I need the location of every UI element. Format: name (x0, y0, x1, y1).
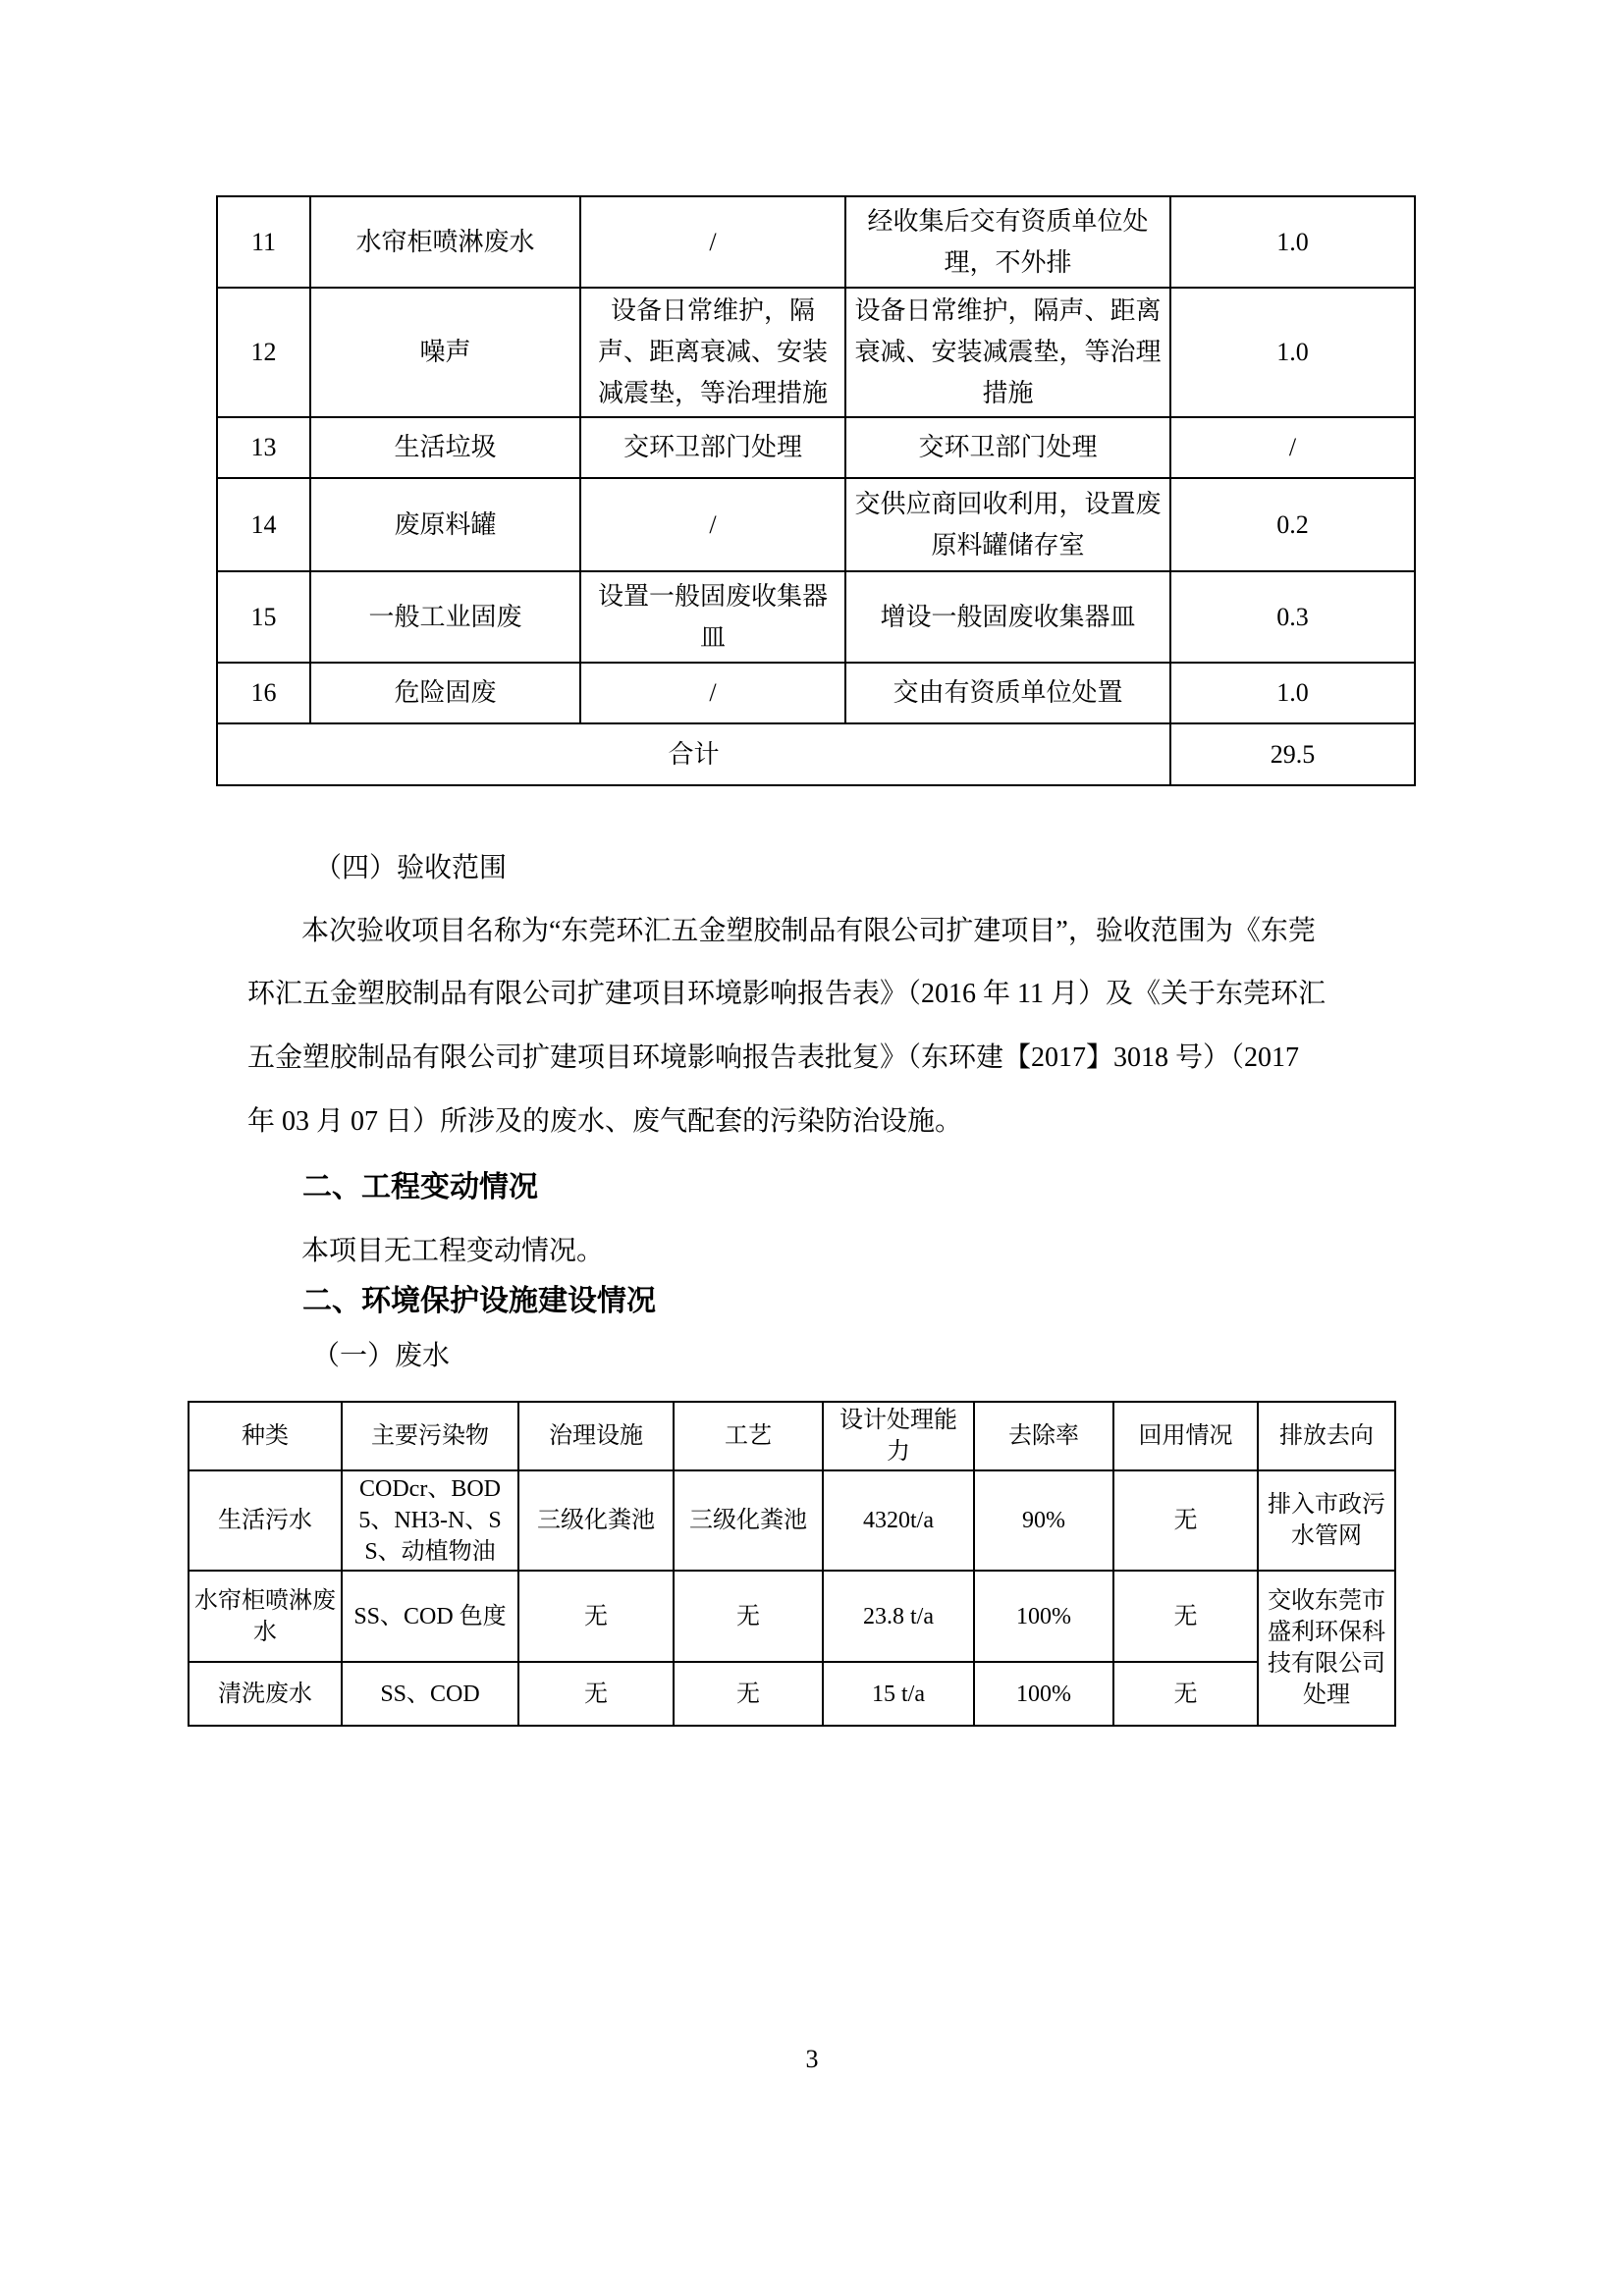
cell-facility: 无 (518, 1662, 674, 1726)
cell-pollutants: SS、COD (342, 1662, 518, 1726)
col-header-removal: 去除率 (974, 1402, 1113, 1470)
table-row (189, 1571, 1395, 1662)
table-row (217, 417, 1415, 478)
row-item: 废原料罐 (310, 478, 580, 571)
cell-capacity: 15 t/a (823, 1662, 974, 1726)
row-epi-measure: / (580, 478, 845, 571)
cell-process: 三级化粪池 (674, 1470, 823, 1571)
cell-facility: 无 (518, 1571, 674, 1662)
table-row (217, 196, 1415, 288)
cell-pollutants: CODcr、BOD5、NH3-N、SS、动植物油 (342, 1470, 518, 1571)
row-no: 15 (217, 571, 310, 663)
col-header-process: 工艺 (674, 1402, 823, 1470)
wastewater-heading: （一）废水 (312, 1341, 451, 1371)
row-actual-measure: 设备日常维护，隔声、距离衰减、安装减震垫，等治理措施 (845, 288, 1170, 417)
cell-process: 无 (674, 1571, 823, 1662)
table-row (217, 478, 1415, 571)
row-actual-measure: 经收集后交有资质单位处理，不外排 (845, 196, 1170, 288)
row-item: 噪声 (310, 288, 580, 417)
cell-removal: 100% (974, 1571, 1113, 1662)
scope-paragraph-line4: 年 03 月 07 日）所涉及的废水、废气配套的污染防治设施。 (247, 1106, 963, 1137)
cell-outlet: 排入市政污水管网 (1258, 1470, 1395, 1571)
table-row (189, 1662, 1395, 1726)
scope-paragraph-line1: 本次验收项目名称为“东莞环汇五金塑胶制品有限公司扩建项目”，验收范围为《东莞 (301, 916, 1316, 946)
col-header-type: 种类 (189, 1402, 342, 1470)
row-actual-measure: 交供应商回收利用，设置废原料罐储存室 (845, 478, 1170, 571)
table-header-row (189, 1402, 1395, 1470)
row-epi-measure: 设置一般固废收集器皿 (580, 571, 845, 663)
cell-pollutants: SS、COD 色度 (342, 1571, 518, 1662)
row-actual-measure: 增设一般固废收集器皿 (845, 571, 1170, 663)
row-no: 16 (217, 663, 310, 723)
row-item: 水帘柜喷淋废水 (310, 196, 580, 288)
row-no: 12 (217, 288, 310, 417)
cell-reuse: 无 (1113, 1571, 1258, 1662)
wastewater-table (188, 1401, 1396, 1727)
cell-removal: 100% (974, 1662, 1113, 1726)
env-facilities-heading: 二、环境保护设施建设情况 (302, 1285, 656, 1317)
page-number: 3 (805, 2045, 819, 2073)
cell-facility: 三级化粪池 (518, 1470, 674, 1571)
row-no: 14 (217, 478, 310, 571)
cell-type: 清洗废水 (189, 1662, 342, 1726)
table-row (217, 663, 1415, 723)
cell-type: 生活污水 (189, 1470, 342, 1571)
row-item: 危险固废 (310, 663, 580, 723)
row-amount: 1.0 (1170, 663, 1415, 723)
cell-outlet-merged: 交收东莞市盛利环保科技有限公司处理 (1258, 1571, 1395, 1726)
total-label: 合计 (217, 723, 1170, 785)
row-amount: 0.2 (1170, 478, 1415, 571)
project-change-heading: 二、工程变动情况 (302, 1171, 538, 1203)
row-epi-measure: / (580, 663, 845, 723)
col-header-outlet: 排放去向 (1258, 1402, 1395, 1470)
col-header-facility: 治理设施 (518, 1402, 674, 1470)
row-amount: 1.0 (1170, 196, 1415, 288)
cell-capacity: 4320t/a (823, 1470, 974, 1571)
table-row (217, 288, 1415, 417)
col-header-capacity: 设计处理能力 (823, 1402, 974, 1470)
scope-paragraph-line2: 环汇五金塑胶制品有限公司扩建项目环境影响报告表》（2016 年 11 月）及《关于东莞环汇 (247, 979, 1326, 1009)
row-no: 13 (217, 417, 310, 478)
row-item: 一般工业固废 (310, 571, 580, 663)
row-epi-measure: / (580, 196, 845, 288)
table-total-row (217, 723, 1415, 785)
total-amount: 29.5 (1170, 723, 1415, 785)
table-row (189, 1470, 1395, 1571)
row-amount: 0.3 (1170, 571, 1415, 663)
cell-reuse: 无 (1113, 1470, 1258, 1571)
cell-capacity: 23.8 t/a (823, 1571, 974, 1662)
row-epi-measure: 交环卫部门处理 (580, 417, 845, 478)
cell-type: 水帘柜喷淋废水 (189, 1571, 342, 1662)
row-actual-measure: 交由有资质单位处置 (845, 663, 1170, 723)
row-amount: 1.0 (1170, 288, 1415, 417)
scope-paragraph-line3: 五金塑胶制品有限公司扩建项目环境影响报告表批复》（东环建【2017】3018 号）（2017 (247, 1042, 1300, 1073)
measures-table (216, 195, 1416, 786)
row-amount: / (1170, 417, 1415, 478)
table-row (217, 571, 1415, 663)
cell-process: 无 (674, 1662, 823, 1726)
row-item: 生活垃圾 (310, 417, 580, 478)
cell-reuse: 无 (1113, 1662, 1258, 1726)
col-header-reuse: 回用情况 (1113, 1402, 1258, 1470)
col-header-pollutants: 主要污染物 (342, 1402, 518, 1470)
row-no: 11 (217, 196, 310, 288)
scope-heading: （四）验收范围 (314, 853, 508, 883)
cell-removal: 90% (974, 1470, 1113, 1571)
row-epi-measure: 设备日常维护，隔声、距离衰减、安装减震垫，等治理措施 (580, 288, 845, 417)
project-change-body: 本项目无工程变动情况。 (301, 1236, 605, 1266)
row-actual-measure: 交环卫部门处理 (845, 417, 1170, 478)
